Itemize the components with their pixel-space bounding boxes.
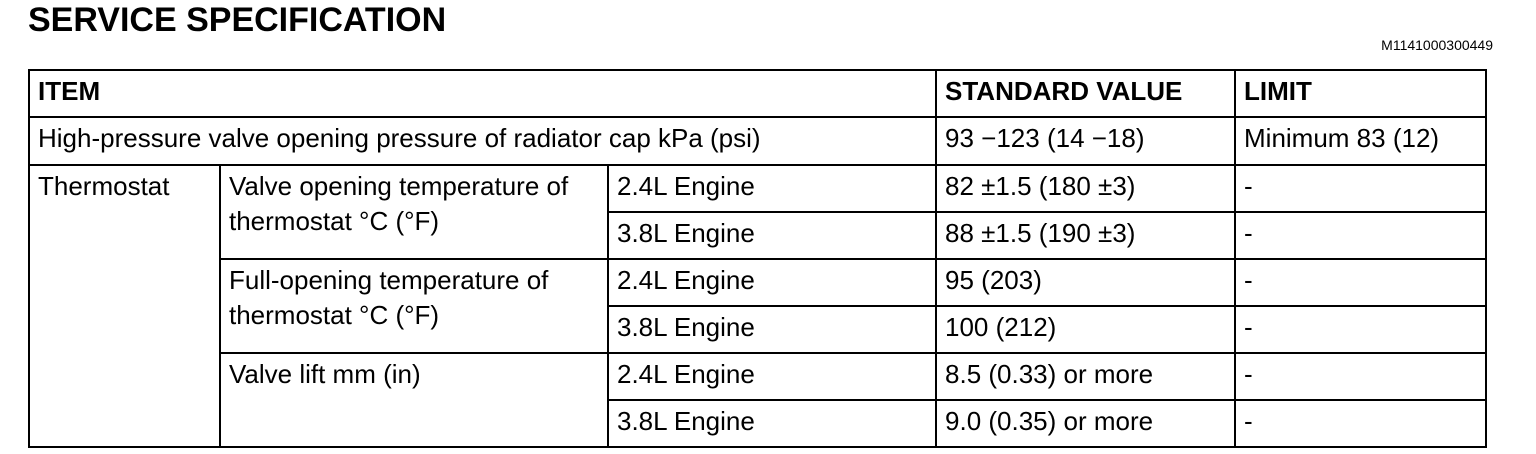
page-title: SERVICE SPECIFICATION (28, 1, 447, 39)
table-row (29, 259, 1486, 306)
limit-cell: - (1235, 353, 1486, 400)
full-opening-temp-label: Full-opening temperature of thermostat °C (°F) (220, 259, 608, 353)
standard-value-cell: 95 (203) (936, 259, 1235, 306)
radiator-cap-item: High-pressure valve opening pressure of radiator cap kPa (psi) (29, 117, 936, 165)
engine-cell: 2.4L Engine (608, 165, 936, 212)
valve-opening-temp-label: Valve opening temperature of thermostat °C (°F) (220, 165, 608, 259)
header-item: ITEM (29, 70, 936, 117)
table-row (29, 117, 1486, 165)
engine-cell: 2.4L Engine (608, 353, 936, 400)
engine-cell: 3.8L Engine (608, 400, 936, 447)
header-standard-value: STANDARD VALUE (936, 70, 1235, 117)
standard-value-cell: 82 ±1.5 (180 ±3) (936, 165, 1235, 212)
standard-value-cell: 100 (212) (936, 306, 1235, 353)
limit-cell: - (1235, 259, 1486, 306)
engine-cell: 2.4L Engine (608, 259, 936, 306)
table-header-row (29, 70, 1486, 117)
standard-value-cell: 88 ±1.5 (190 ±3) (936, 212, 1235, 259)
radiator-cap-limit: Minimum 83 (12) (1235, 117, 1486, 165)
limit-cell: - (1235, 212, 1486, 259)
header-limit: LIMIT (1235, 70, 1486, 117)
table-row (29, 353, 1486, 400)
standard-value-cell: 9.0 (0.35) or more (936, 400, 1235, 447)
valve-lift-label: Valve lift mm (in) (220, 353, 608, 447)
limit-cell: - (1235, 400, 1486, 447)
document-id: M1141000300449 (1381, 37, 1493, 53)
engine-cell: 3.8L Engine (608, 306, 936, 353)
limit-cell: - (1235, 165, 1486, 212)
service-specification-table (28, 69, 1487, 448)
engine-cell: 3.8L Engine (608, 212, 936, 259)
table-row (29, 165, 1486, 212)
limit-cell: - (1235, 306, 1486, 353)
thermostat-label: Thermostat (29, 165, 220, 447)
radiator-cap-standard: 93 −123 (14 −18) (936, 117, 1235, 165)
standard-value-cell: 8.5 (0.33) or more (936, 353, 1235, 400)
